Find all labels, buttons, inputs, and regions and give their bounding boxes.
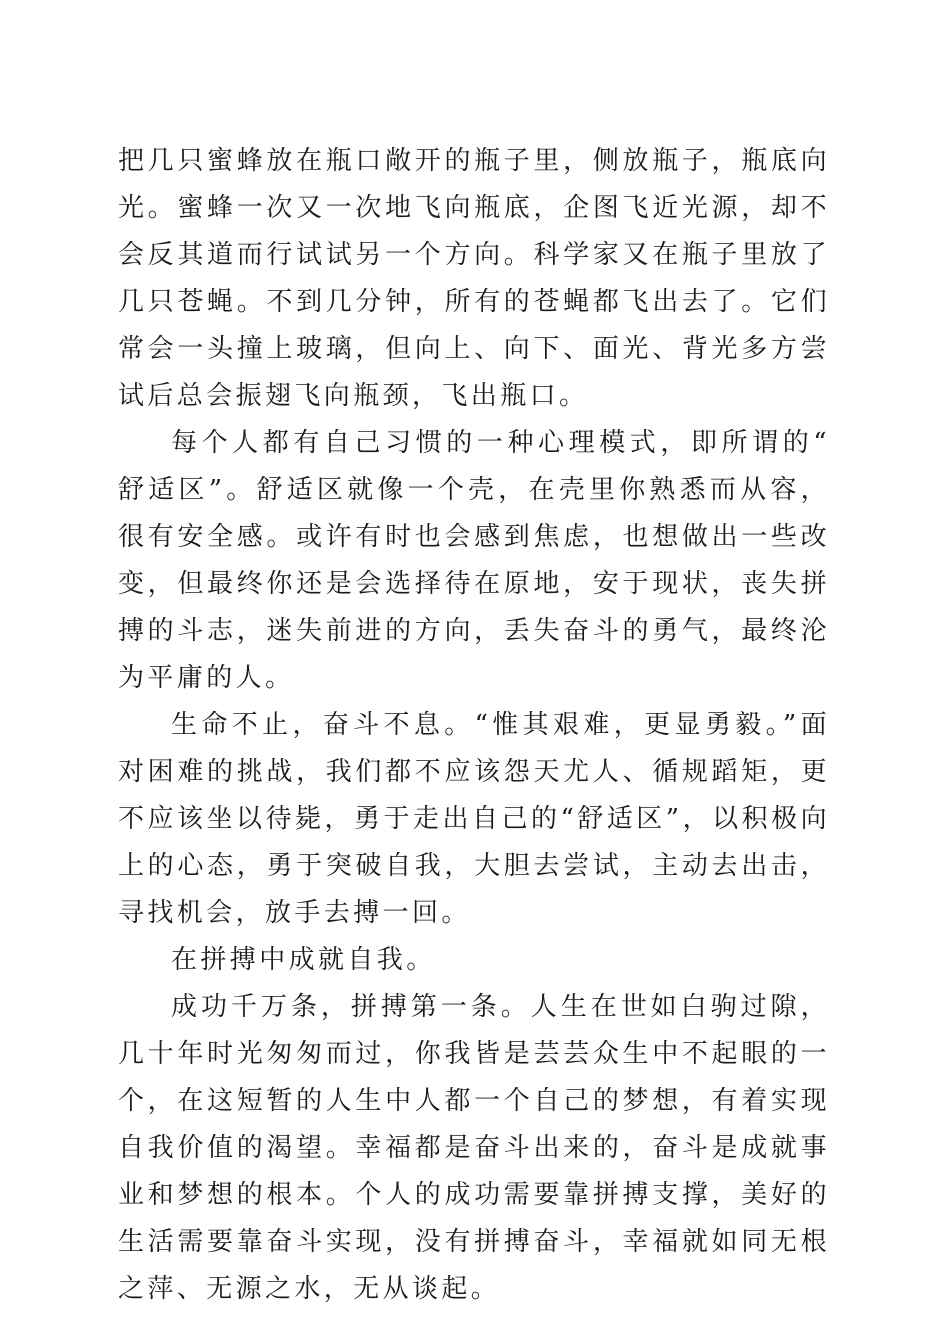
document-body <box>118 138 830 1313</box>
paragraph-comfort-zone: 每个人都有自己习惯的一种心理模式，即所谓的“舒适区”。舒适区就像一个壳，在壳里你熟悉而从容，很有安全感。或许有时也会感到焦虑，也想做出一些改变，但最终你还是会选择待在原地，安于现状，丧失拼搏的斗志，迷失前进的方向，丢失奋斗的勇气，最终沦为平庸的人。 <box>118 428 830 693</box>
paragraph-success-through-striving: 成功千万条，拼搏第一条。人生在世如白驹过隙，几十年时光匆匆而过，你我皆是芸芸众生中不起眼的一个，在这短暂的人生中人都一个自己的梦想，有着实现自我价值的渴望。幸福都是奋斗出来的，奋斗是成就事业和梦想的根本。个人的成功需要靠拼搏支撑，美好的生活需要靠奋斗实现，没有拼搏奋斗，幸福就如同无根之萍、无源之水，无从谈起。 <box>118 992 830 1304</box>
section-heading: 在拼搏中成就自我。 <box>171 945 436 975</box>
paragraph-keep-striving: 生命不止，奋斗不息。“惟其艰难，更显勇毅。”面对困难的挑战，我们都不应该怨天尤人、循规蹈矩，更不应该坐以待毙，勇于走出自己的“舒适区”，以积极向上的心态，勇于突破自我，大胆去尝试，主动去出击，寻找机会，放手去搏一回。 <box>118 710 830 928</box>
paragraph-bee-experiment: 把几只蜜蜂放在瓶口敞开的瓶子里，侧放瓶子，瓶底向光。蜜蜂一次又一次地飞向瓶底，企图飞近光源，却不会反其道而行试试另一个方向。科学家又在瓶子里放了几只苍蝇。不到几分钟，所有的苍蝇都飞出去了。它们常会一头撞上玻璃，但向上、向下、面光、背光多方尝试后总会振翅飞向瓶颈，飞出瓶口。 <box>118 146 830 411</box>
